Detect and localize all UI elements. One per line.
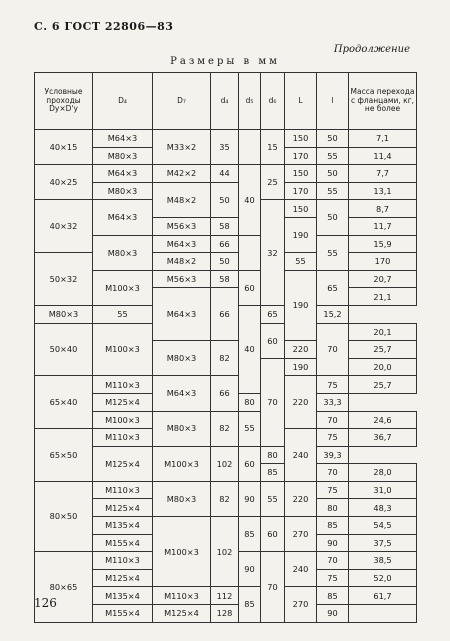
d7-cell: M64×3: [153, 235, 211, 253]
L-cell: 270: [285, 517, 317, 552]
L-cell: 240: [285, 552, 317, 587]
mass-cell: 24,6: [349, 411, 417, 429]
cond-cell: 40×32: [35, 200, 93, 253]
mass-cell: 21,1: [349, 288, 417, 306]
dd4-cell: 35: [211, 130, 239, 165]
d4-cell: M80×3: [93, 182, 153, 200]
dd4-cell: 66: [211, 288, 239, 341]
l-cell: 70: [317, 323, 349, 376]
cond-cell: 50×32: [35, 253, 93, 306]
units-caption: Размеры в мм: [170, 56, 280, 67]
d4-cell: M110×3: [93, 552, 153, 570]
page-number: 126: [34, 596, 57, 610]
dd4-cell: 102: [211, 446, 239, 481]
mass-cell: 39,3: [317, 446, 349, 464]
d4-cell: M125×4: [93, 393, 153, 411]
page-header: С. 6 ГОСТ 22806—83: [34, 20, 174, 33]
dd5-cell: 85: [239, 517, 261, 552]
L-cell: 190: [285, 270, 317, 340]
l-cell: 55: [317, 235, 349, 270]
mass-cell: 20,0: [349, 358, 417, 376]
cond-cell: 50×40: [35, 323, 93, 376]
mass-blank: [349, 605, 417, 623]
col-header-dd5: d₅: [239, 73, 261, 130]
l-cell: 75: [317, 429, 349, 447]
d4-cell: M125×4: [93, 499, 153, 517]
dd6-cell: 60: [261, 517, 285, 552]
d7-cell: M64×3: [153, 376, 211, 411]
dd5-cell: 85: [261, 464, 285, 482]
l-cell: 70: [317, 552, 349, 570]
l-cell: 90: [317, 605, 349, 623]
d7-cell: M42×2: [153, 165, 211, 183]
d7-cell: M125×4: [153, 605, 211, 623]
dd4-cell: 58: [211, 217, 239, 235]
d4-cell: M80×3: [35, 305, 93, 323]
dd5-blank: [239, 130, 261, 165]
l-cell: 75: [317, 569, 349, 587]
d4-cell: M110×3: [93, 481, 153, 499]
d4-cell: M135×4: [93, 517, 153, 535]
mass-cell: 7,7: [349, 165, 417, 183]
mass-cell: 25,7: [349, 341, 417, 359]
d7-cell: M110×3: [153, 587, 211, 605]
d7-cell: M80×3: [153, 411, 211, 446]
L-cell: 170: [285, 147, 317, 165]
l-cell: 55: [317, 182, 349, 200]
L-cell: 270: [285, 587, 317, 622]
L-cell: 190: [285, 217, 317, 252]
l-cell: 75: [317, 376, 349, 394]
dd4-cell: 66: [211, 376, 239, 411]
dd4-cell: 82: [211, 481, 239, 516]
dd5-cell: 60: [239, 270, 261, 305]
dd4-cell: 58: [211, 270, 239, 288]
col-header-d7: D₇: [153, 73, 211, 130]
dd6-cell: 60: [239, 446, 261, 481]
L-cell: 240: [285, 429, 317, 482]
dd4-cell: 50: [211, 182, 239, 217]
col-header-l: l: [317, 73, 349, 130]
mass-cell: 33,3: [317, 393, 349, 411]
d7-cell: M100×3: [153, 517, 211, 587]
dd6-cell: 55: [261, 481, 285, 516]
dd5-cell: 55: [285, 253, 317, 271]
L-cell: 170: [349, 253, 417, 271]
l-cell: 65: [261, 305, 285, 323]
d7-cell: M100×3: [153, 446, 211, 481]
d4-cell: M100×3: [93, 270, 153, 305]
cond-cell: 80×50: [35, 481, 93, 551]
d4-cell: M135×4: [93, 587, 153, 605]
cond-cell: 40×25: [35, 165, 93, 200]
dd4-cell: 112: [211, 587, 239, 605]
l-cell: 75: [317, 481, 349, 499]
mass-cell: 8,7: [349, 200, 417, 218]
col-header-dd4: d₄: [211, 73, 239, 130]
dd6-cell: 25: [261, 165, 285, 200]
mass-cell: 28,0: [349, 464, 417, 482]
d4-cell: M155×4: [93, 534, 153, 552]
l-cell: 50: [317, 165, 349, 183]
dd4-cell: 128: [211, 605, 239, 623]
mass-cell: 20,7: [349, 270, 417, 288]
d4-cell: M64×3: [93, 165, 153, 183]
d4-cell: M64×3: [93, 130, 153, 148]
col-header-L: L: [285, 73, 317, 130]
cond-cell: 65×50: [35, 429, 93, 482]
d7-cell: M33×2: [153, 130, 211, 165]
dd6-cell: 70: [261, 552, 285, 622]
d7-cell: M56×3: [153, 217, 211, 235]
cond-cell: 65×40: [35, 376, 93, 429]
mass-cell: 25,7: [349, 376, 417, 394]
dd4-cell: 66: [211, 235, 239, 253]
dimensions-table: [34, 72, 417, 623]
cond-cell: 80×65: [35, 552, 93, 622]
l-cell: 80: [261, 446, 285, 464]
dd6-cell: 40: [239, 305, 261, 393]
d7-cell: M48×2: [153, 182, 211, 217]
dd4-cell: 82: [211, 411, 239, 446]
dd4-cell: 102: [211, 517, 239, 587]
l-cell: 65: [317, 270, 349, 305]
dd5-cell: 70: [261, 358, 285, 446]
L-cell: 170: [285, 182, 317, 200]
L-cell: 220: [285, 341, 317, 359]
l-cell: 50: [317, 130, 349, 148]
d4-cell: M110×3: [93, 429, 153, 447]
d4-cell: M100×3: [93, 323, 153, 376]
L-cell: 150: [285, 200, 317, 218]
dd4-cell: 50: [211, 253, 239, 271]
d4-cell: M125×4: [93, 569, 153, 587]
L-cell: 220: [285, 481, 317, 516]
L-cell: 190: [285, 358, 317, 376]
L-cell: 220: [285, 376, 317, 429]
dd5-cell: 90: [239, 552, 261, 587]
dd6-cell: 15: [261, 130, 285, 165]
dd6-cell: 55: [239, 411, 261, 446]
l-cell: 50: [317, 200, 349, 235]
d7-cell: M80×3: [153, 481, 211, 516]
l-cell: 70: [317, 464, 349, 482]
l-cell: 70: [317, 411, 349, 429]
dd4-cell: 82: [211, 341, 239, 376]
dd5-cell: 90: [239, 481, 261, 516]
mass-cell: 52,0: [349, 569, 417, 587]
d7-cell: M80×3: [153, 341, 211, 376]
d7-cell: M48×2: [153, 253, 211, 271]
l-cell: 85: [317, 587, 349, 605]
continuation-label: Продолжение: [333, 44, 410, 55]
L-cell: 150: [285, 165, 317, 183]
dd5-cell: 55: [93, 305, 153, 323]
mass-cell: 31,0: [349, 481, 417, 499]
mass-cell: 48,3: [349, 499, 417, 517]
d4-cell: M155×4: [93, 605, 153, 623]
l-cell: 80: [239, 393, 261, 411]
mass-cell: 15,9: [349, 235, 417, 253]
dd5-cell: 40: [239, 165, 261, 235]
d4-cell: M80×3: [93, 235, 153, 270]
col-header-d4: D₄: [93, 73, 153, 130]
col-header-cond: Условные проходы Dу×D'у: [35, 73, 93, 130]
l-cell: 80: [317, 499, 349, 517]
d4-cell: M64×3: [93, 200, 153, 235]
l-cell: 55: [317, 147, 349, 165]
mass-cell: 37,5: [349, 534, 417, 552]
dd5-cell: 60: [261, 323, 285, 358]
mass-cell: 11,4: [349, 147, 417, 165]
mass-cell: 61,7: [349, 587, 417, 605]
d4-cell: M110×3: [93, 376, 153, 394]
col-header-mass: Масса перехода с фланцами, кг, не более: [349, 73, 417, 130]
d4-cell: M80×3: [93, 147, 153, 165]
col-header-dd6: d₆: [261, 73, 285, 130]
mass-cell: 15,2: [317, 305, 349, 323]
L-cell: 150: [285, 130, 317, 148]
mass-cell: 11,7: [349, 217, 417, 235]
l-cell: 90: [317, 534, 349, 552]
mass-cell: 7,1: [349, 130, 417, 148]
mass-cell: 13,1: [349, 182, 417, 200]
dd5-cell: 85: [239, 587, 261, 622]
mass-cell: 20,1: [349, 323, 417, 341]
l-cell: 85: [317, 517, 349, 535]
cond-cell: 40×15: [35, 130, 93, 165]
mass-cell: 36,7: [349, 429, 417, 447]
dd4-cell: 44: [211, 165, 239, 183]
d7-cell: M56×3: [153, 270, 211, 288]
d7-cell: M64×3: [153, 288, 211, 341]
mass-cell: 54,5: [349, 517, 417, 535]
dd6-cell: 32: [261, 200, 285, 306]
d4-cell: M125×4: [93, 446, 153, 481]
mass-cell: 38,5: [349, 552, 417, 570]
dd5-blank: [239, 235, 261, 270]
d4-cell: M100×3: [93, 411, 153, 429]
